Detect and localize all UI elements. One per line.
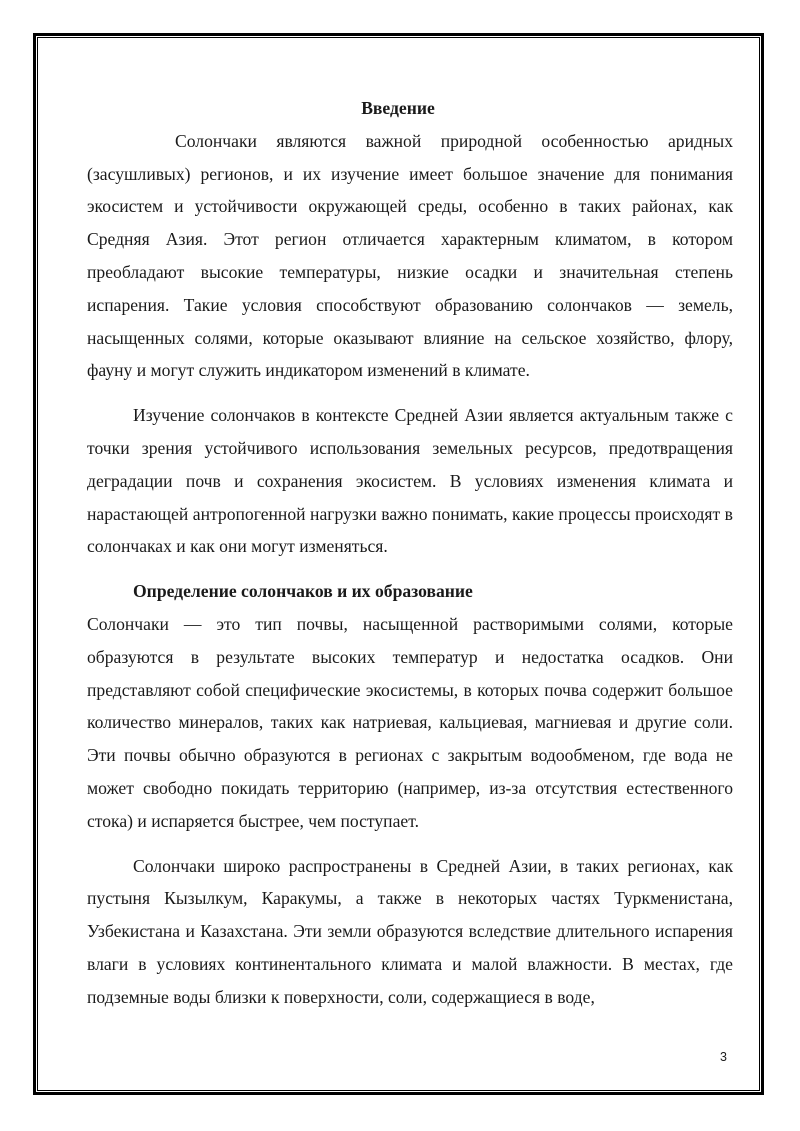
intro-paragraph-1: Солончаки являются важной природной особенностью аридных (засушливых) регионов, и их изучение имеет большое значение для понимания экосистем и устойчивости окружающей среды, особенно в таких районах, как Средняя Азия. Этот регион отличается характерным климатом, в котором преобладают высокие температуры, низкие осадки и значительная степень испарения. Такие условия способствуют образованию солончаков — земель, насыщенных солями, которые оказывают влияние на сельское хозяйство, флору, фауну и могут служить индикатором изменений в климате. [87, 130, 733, 381]
page-number: 3 [720, 1050, 727, 1064]
section-heading: Определение солончаков и их образование [133, 581, 473, 602]
intro-heading: Введение [361, 98, 435, 118]
intro-paragraph-2: Изучение солончаков в контексте Средней Азии является актуальным также с точки зрения устойчивого использования земельных ресурсов, предотвращения деградации почв и сохранения экосистем. В условиях изменения климата и нарастающей антропогенной нагрузки важно понимать, какие процессы происходят в солончаках и как они могут изменяться. [87, 405, 733, 557]
section-paragraph-1: Солончаки — это тип почвы, насыщенной растворимыми солями, которые образуются в результате высоких температур и недостатка осадков. Они представляют собой специфические экосистемы, в которых почва содержит большое количество минералов, таких как натриевая, кальциевая, магниевая и другие соли. Эти почвы обычно образуются в регионах с закрытым водообменом, где вода не может свободно покидать территорию (например, из-за отсутствия естественного стока) и испаряется быстрее, чем поступает. [87, 613, 733, 831]
section-paragraph-2: Солончаки широко распространены в Средней Азии, в таких регионах, как пустыня Кызылкум, Каракумы, а также в некоторых частях Туркменистана, Узбекистана и Казахстана. Эти земли образуются вследствие длительного испарения влаги в условиях континентального климата и малой влажности. В местах, где подземные воды близки к поверхности, соли, содержащиеся в воде, [87, 855, 733, 1007]
document-body [87, 92, 733, 1014]
